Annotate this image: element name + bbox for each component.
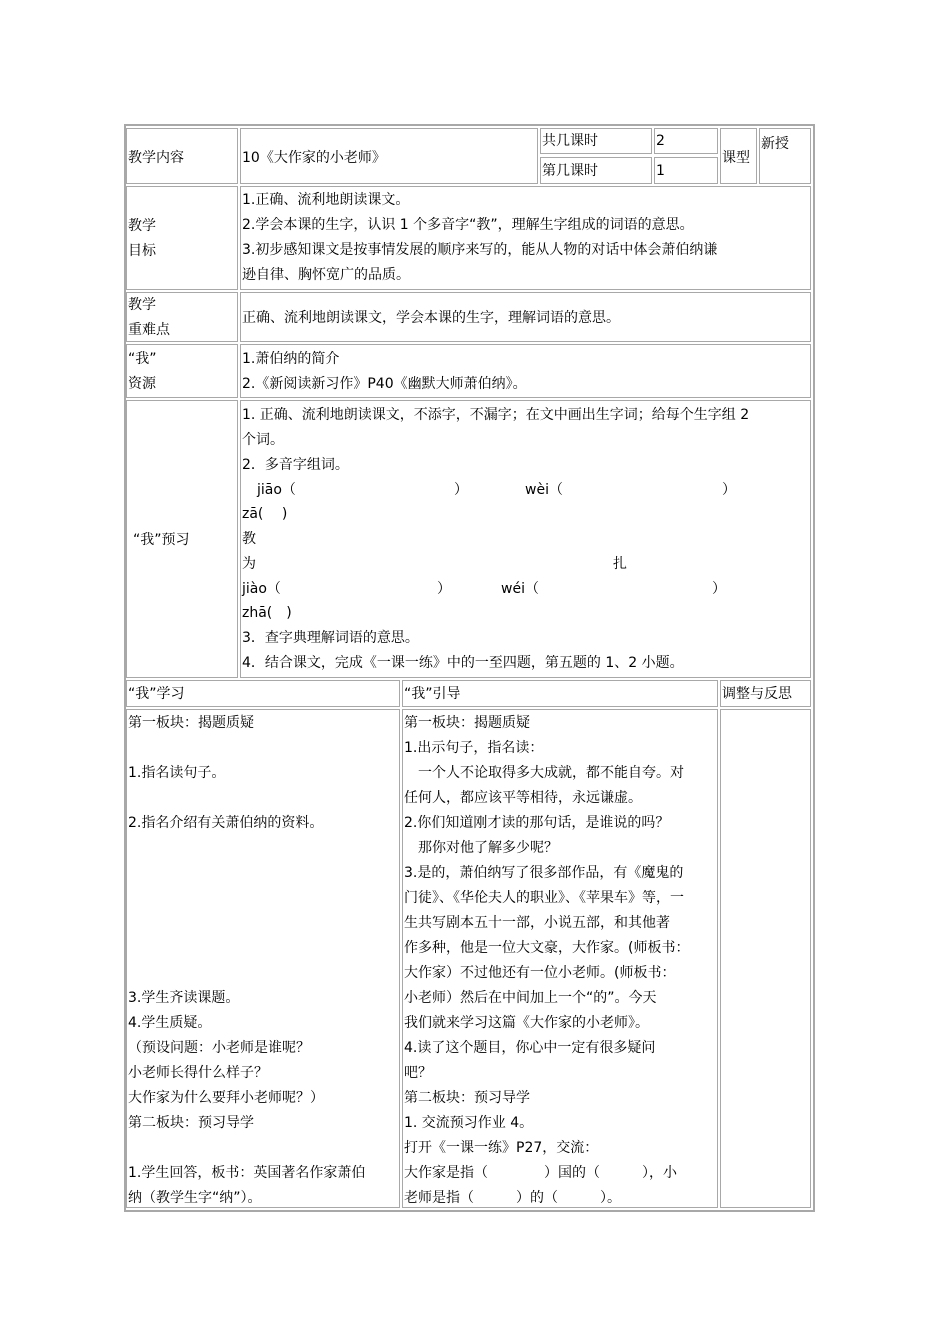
keypoints-content-cell — [240, 292, 811, 342]
study-line: 小老师长得什么样子？ — [128, 1065, 268, 1081]
guide-line: 一个人不论取得多大成就，都不能自夸。对 — [404, 765, 684, 781]
total-periods-value-cell — [654, 128, 718, 154]
lesson-type-value: 新授 — [761, 136, 789, 152]
pinyin-close: ） — [437, 581, 451, 597]
study-line — [128, 861, 365, 886]
study-line — [128, 961, 365, 986]
current-period-label: 第几课时 — [542, 163, 598, 179]
reflect-header: 调整与反思 — [722, 686, 792, 702]
goals-label-line2: 目标 — [128, 243, 156, 259]
study-line: 大作家为什么要拜小老师呢？） — [128, 1090, 324, 1106]
pinyin-zha1: zhā( ) — [242, 605, 292, 621]
guide-line: 生共写剧本五十一部，小说五部，和其他著 — [404, 915, 670, 931]
study-line — [128, 1136, 365, 1161]
lesson-type-label: 课型 — [722, 150, 750, 166]
guide-line: 作多种，他是一位大文豪，大作家。(师板书： — [404, 940, 690, 956]
total-periods-label: 共几课时 — [542, 133, 598, 149]
pinyin-jiao1: jiāo（ — [257, 482, 296, 498]
lesson-title-cell — [240, 128, 538, 184]
study-line: 3.学生齐读课题。 — [128, 990, 240, 1006]
preview-label-cell — [126, 400, 238, 678]
study-line: 第二板块：预习导学 — [128, 1115, 254, 1131]
preview-line: 4．结合课文，完成《一课一练》中的一至四题，第五题的 1、2 小题。 — [242, 655, 684, 671]
total-periods-value: 2 — [656, 133, 665, 149]
pinyin-close: ） — [722, 482, 736, 498]
guide-line: 4.读了这个题目，你心中一定有很多疑问 — [404, 1040, 656, 1056]
current-period-label-cell — [540, 157, 652, 184]
content-label-cell — [126, 128, 238, 184]
guide-line: 大作家）不过他还有一位小老师。(师板书： — [404, 965, 676, 981]
study-line: 第一板块：揭题质疑 — [128, 715, 254, 731]
guide-line: 2.你们知道刚才读的那句话，是谁说的吗？ — [404, 815, 670, 831]
resources-content-cell — [240, 344, 811, 398]
pinyin-close: ） — [712, 581, 726, 597]
study-line: （预设问题：小老师是谁呢？ — [128, 1040, 310, 1056]
study-line: 1.指名读句子。 — [128, 765, 226, 781]
guide-line: 1.出示句子，指名读： — [404, 740, 544, 756]
preview-label: “我”预习 — [133, 532, 190, 548]
study-line — [128, 936, 365, 961]
guide-line: 我们就来学习这篇《大作家的小老师》。 — [404, 1015, 649, 1031]
pinyin-wei2: wéi（ — [501, 581, 539, 597]
guide-line: 任何人，都应该平等相待，永远谦虚。 — [404, 790, 642, 806]
goals-content-cell — [240, 186, 811, 290]
preview-line: 2．多音字组词。 — [242, 457, 349, 473]
keypoints-label-line1: 教学 — [128, 297, 156, 313]
study-line: 纳（教学生字“纳”）。 — [128, 1190, 262, 1206]
guide-line: 打开《一课一练》P27，交流： — [404, 1140, 599, 1156]
current-period-value: 1 — [656, 163, 665, 179]
goal-line: 3.初步感知课文是按事情发展的顺序来写的，能从人物的对话中体会萧伯纳谦 — [242, 242, 718, 258]
resources-label-line1: “我” — [128, 351, 157, 367]
guide-line: 老师是指（ ）的（ ）。 — [404, 1190, 621, 1206]
resources-label-cell — [126, 344, 238, 398]
guide-line: 第一板块：揭题质疑 — [404, 715, 530, 731]
preview-line: 3．查字典理解词语的意思。 — [242, 630, 419, 646]
study-header: “我”学习 — [128, 686, 185, 702]
lesson-type-value-cell — [759, 128, 811, 184]
guide-column — [402, 709, 718, 1208]
study-line — [128, 886, 365, 911]
goals-label-cell — [126, 186, 238, 290]
guide-lines — [404, 711, 689, 1208]
preview-line: 个词。 — [242, 432, 284, 448]
study-line — [128, 836, 365, 861]
study-line — [128, 911, 365, 936]
study-line: 1.学生回答，板书：英国著名作家萧伯 — [128, 1165, 366, 1181]
guide-line: 门徒》、《华伦夫人的职业》、《苹果车》等，一 — [404, 890, 684, 906]
study-column — [126, 709, 400, 1208]
current-period-value-cell — [654, 157, 718, 184]
polyphone-jiao: 教 — [242, 531, 256, 547]
guide-line: 小老师）然后在中间加上一个“的”。今天 — [404, 990, 657, 1006]
study-line: 4.学生质疑。 — [128, 1015, 212, 1031]
guide-header: “我”引导 — [404, 686, 461, 702]
pinyin-jiao4: jiào（ — [242, 581, 281, 597]
resource-line: 1.萧伯纳的简介 — [242, 351, 340, 367]
goal-line: 逊自律、胸怀宽广的品质。 — [242, 267, 410, 283]
study-line: 2.指名介绍有关萧伯纳的资料。 — [128, 815, 324, 831]
reflect-header-cell — [720, 680, 811, 707]
guide-line: 吧？ — [404, 1065, 432, 1081]
study-line — [128, 786, 365, 811]
keypoints-text: 正确、流利地朗读课文，学会本课的生字，理解词语的意思。 — [242, 310, 620, 326]
resources-label-line2: 资源 — [128, 376, 156, 392]
lesson-title: 10《大作家的小老师》 — [242, 150, 386, 166]
polyphone-wei: 为 — [242, 556, 256, 572]
study-line — [128, 736, 365, 761]
goal-line: 2.学会本课的生字，认识 1 个多音字“教”，理解生字组成的词语的意思。 — [242, 217, 694, 233]
resource-line: 2.《新阅读新习作》P40《幽默大师萧伯纳》。 — [242, 376, 527, 392]
preview-line: 1. 正确、流利地朗读课文，不添字，不漏字；在文中画出生字词；给每个生字组 2 — [242, 407, 750, 423]
keypoints-label-line2: 重难点 — [128, 322, 170, 338]
polyphone-za: 扎 — [613, 556, 627, 572]
study-lines — [128, 711, 365, 1208]
guide-header-cell — [402, 680, 718, 707]
pinyin-za1: zā( ) — [242, 506, 288, 522]
lesson-type-label-cell — [720, 128, 757, 184]
goal-line: 1.正确、流利地朗读课文。 — [242, 192, 410, 208]
reflect-column — [720, 709, 811, 1208]
guide-line: 3.是的，萧伯纳写了很多部作品，有《魔鬼的 — [404, 865, 684, 881]
preview-content-cell — [240, 400, 811, 678]
pinyin-close: ） — [454, 482, 468, 498]
total-periods-label-cell — [540, 128, 652, 154]
keypoints-label-cell — [126, 292, 238, 342]
content-label: 教学内容 — [128, 150, 184, 166]
study-header-cell — [126, 680, 400, 707]
guide-line: 第二板块：预习导学 — [404, 1090, 530, 1106]
goals-label-line1: 教学 — [128, 218, 156, 234]
pinyin-wei4: wèi（ — [525, 482, 563, 498]
guide-line: 1. 交流预习作业 4。 — [404, 1115, 534, 1131]
guide-line: 大作家是指（ ）国的（ ），小 — [404, 1165, 677, 1181]
guide-line: 那你对他了解多少呢？ — [404, 840, 558, 856]
